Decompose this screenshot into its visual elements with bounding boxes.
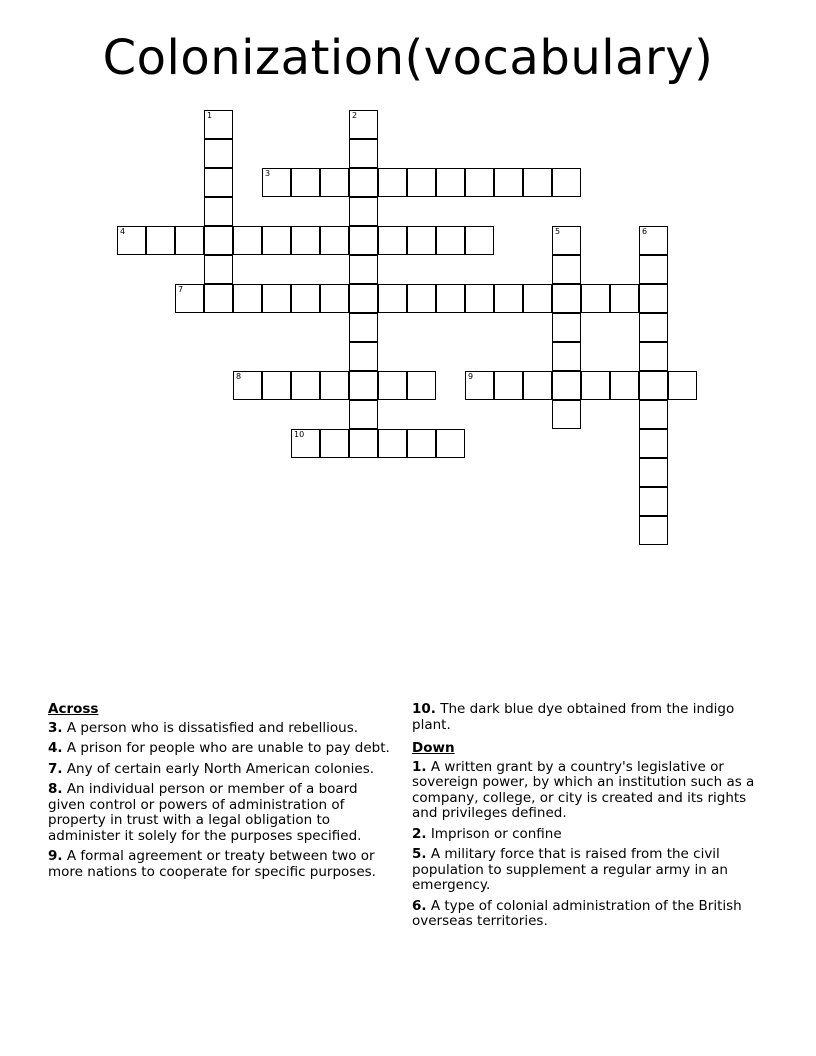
grid-cell[interactable] — [436, 429, 465, 458]
clue-number: 5. — [412, 846, 427, 862]
cell-number: 9 — [468, 372, 474, 381]
grid-cell[interactable] — [407, 168, 436, 197]
grid-cell[interactable] — [291, 284, 320, 313]
grid-cell[interactable] — [233, 284, 262, 313]
clue-number: 7. — [48, 760, 63, 777]
clue-across-4 — [48, 741, 398, 757]
grid-cell[interactable] — [523, 284, 552, 313]
grid-cell[interactable] — [349, 371, 378, 400]
grid-cell[interactable] — [349, 400, 378, 429]
clue-number: 3. — [48, 719, 63, 736]
cell-number: 8 — [236, 372, 242, 381]
grid-cell[interactable] — [552, 284, 581, 313]
clue-text: The dark blue dye obtained from the indigo plant. — [412, 701, 735, 733]
grid-cell[interactable] — [204, 226, 233, 255]
grid-cell[interactable] — [320, 371, 349, 400]
clue-across-8 — [48, 782, 398, 844]
grid-cell[interactable] — [436, 284, 465, 313]
grid-cell[interactable] — [349, 168, 378, 197]
grid-cell[interactable] — [639, 516, 668, 545]
grid-cell[interactable] — [639, 284, 668, 313]
grid-cell[interactable] — [639, 458, 668, 487]
grid-cell[interactable] — [233, 226, 262, 255]
grid-cell[interactable] — [262, 226, 291, 255]
clue-text: A military force that is raised from the civil population to supplement a regular army in an emergency. — [412, 846, 728, 893]
clue-text: A formal agreement or treaty between two or more nations to cooperate for specific purposes. — [48, 848, 376, 880]
grid-cell[interactable] — [349, 197, 378, 226]
grid-cell[interactable] — [639, 226, 668, 255]
grid-cell[interactable] — [291, 168, 320, 197]
clue-number: 2. — [412, 825, 427, 842]
page-title: Colonization(vocabulary) — [102, 30, 714, 86]
grid-cell[interactable] — [378, 226, 407, 255]
grid-cell[interactable] — [639, 429, 668, 458]
clue-across-7 — [48, 762, 398, 778]
grid-cell[interactable] — [639, 342, 668, 371]
grid-cell[interactable] — [378, 371, 407, 400]
grid-cell[interactable] — [262, 371, 291, 400]
grid-cell[interactable] — [262, 168, 291, 197]
clues-right-column — [412, 702, 772, 935]
grid-cell[interactable] — [320, 284, 349, 313]
grid-cell[interactable] — [639, 255, 668, 284]
grid-cell[interactable] — [407, 226, 436, 255]
clue-across-3 — [48, 721, 398, 737]
clue-across-10 — [412, 702, 772, 733]
grid-cell[interactable] — [639, 487, 668, 516]
grid-cell[interactable] — [552, 255, 581, 284]
grid-cell[interactable] — [378, 168, 407, 197]
grid-cell[interactable] — [494, 284, 523, 313]
grid-cell[interactable] — [204, 197, 233, 226]
cell-number: 1 — [207, 111, 213, 120]
clue-number: 9. — [48, 848, 63, 864]
clue-number: 6. — [412, 897, 427, 914]
clue-number: 4. — [48, 740, 63, 756]
grid-cell[interactable] — [349, 110, 378, 139]
cell-number: 3 — [265, 169, 271, 178]
cell-number: 7 — [178, 285, 184, 294]
grid-cell[interactable] — [349, 342, 378, 371]
grid-cell[interactable] — [204, 284, 233, 313]
grid-cell[interactable] — [523, 371, 552, 400]
grid-cell[interactable] — [320, 168, 349, 197]
grid-cell[interactable] — [581, 284, 610, 313]
grid-cell[interactable] — [523, 168, 552, 197]
grid-cell[interactable] — [204, 168, 233, 197]
cell-number: 4 — [120, 227, 126, 236]
grid-cell[interactable] — [117, 226, 146, 255]
clue-down-5 — [412, 847, 772, 894]
grid-cell[interactable] — [320, 226, 349, 255]
clue-text: A type of colonial administration of the British overseas territories. — [412, 897, 742, 929]
grid-cell[interactable] — [204, 139, 233, 168]
grid-cell[interactable] — [291, 226, 320, 255]
grid-cell[interactable] — [465, 371, 494, 400]
down-heading: Down — [412, 740, 455, 756]
clue-number: 1. — [412, 758, 427, 775]
grid-cell[interactable] — [233, 371, 262, 400]
grid-cell[interactable] — [349, 255, 378, 284]
cell-number: 6 — [642, 227, 648, 236]
grid-cell[interactable] — [349, 139, 378, 168]
clue-text: Imprison or confine — [426, 825, 562, 842]
clue-text: Any of certain early North American colonies. — [62, 760, 375, 777]
grid-cell[interactable] — [639, 371, 668, 400]
across-heading: Across — [48, 701, 99, 717]
grid-cell[interactable] — [552, 226, 581, 255]
clue-text: A written grant by a country's legislative or sovereign power, by which an institution such as a company, college, or city is created and its rights and privileges defined. — [412, 758, 755, 821]
grid-cell[interactable] — [552, 313, 581, 342]
clue-down-6 — [412, 899, 772, 930]
grid-cell[interactable] — [639, 400, 668, 429]
clue-text: An individual person or member of a board given control or powers of administration of property in trust with a legal obligation to administer it solely for the purposes specified. — [48, 781, 362, 844]
grid-cell[interactable] — [465, 284, 494, 313]
grid-cell[interactable] — [552, 168, 581, 197]
grid-cell[interactable] — [407, 284, 436, 313]
grid-cell[interactable] — [349, 313, 378, 342]
grid-cell[interactable] — [552, 371, 581, 400]
grid-cell[interactable] — [494, 168, 523, 197]
clue-text: A person who is dissatisfied and rebellious. — [62, 719, 359, 736]
grid-cell[interactable] — [407, 371, 436, 400]
grid-cell[interactable] — [204, 255, 233, 284]
cell-number: 2 — [352, 111, 358, 120]
clue-across-9 — [48, 849, 398, 880]
grid-cell[interactable] — [175, 226, 204, 255]
grid-cell[interactable] — [204, 110, 233, 139]
grid-cell[interactable] — [465, 226, 494, 255]
grid-cell[interactable] — [552, 400, 581, 429]
clue-down-2 — [412, 827, 772, 843]
grid-cell[interactable] — [639, 313, 668, 342]
clue-number: 10. — [412, 701, 436, 717]
grid-cell[interactable] — [349, 284, 378, 313]
clue-down-1 — [412, 760, 772, 822]
grid-cell[interactable] — [291, 429, 320, 458]
grid-cell[interactable] — [610, 284, 639, 313]
grid-cell[interactable] — [349, 226, 378, 255]
grid-cell[interactable] — [436, 226, 465, 255]
grid-cell[interactable] — [494, 371, 523, 400]
grid-cell[interactable] — [378, 429, 407, 458]
grid-cell[interactable] — [610, 371, 639, 400]
grid-cell[interactable] — [378, 284, 407, 313]
grid-cell[interactable] — [436, 168, 465, 197]
grid-cell[interactable] — [581, 371, 610, 400]
grid-cell[interactable] — [552, 342, 581, 371]
cell-number: 10 — [294, 430, 305, 439]
grid-cell[interactable] — [291, 371, 320, 400]
grid-cell[interactable] — [668, 371, 697, 400]
clues-left-column — [48, 702, 398, 885]
grid-cell[interactable] — [349, 429, 378, 458]
grid-cell[interactable] — [262, 284, 291, 313]
grid-cell[interactable] — [146, 226, 175, 255]
clue-number: 8. — [48, 781, 63, 797]
grid-cell[interactable] — [465, 168, 494, 197]
grid-cell[interactable] — [320, 429, 349, 458]
clue-text: A prison for people who are unable to pay debt. — [62, 740, 390, 756]
grid-cell[interactable] — [175, 284, 204, 313]
grid-cell[interactable] — [407, 429, 436, 458]
cell-number: 5 — [555, 227, 561, 236]
